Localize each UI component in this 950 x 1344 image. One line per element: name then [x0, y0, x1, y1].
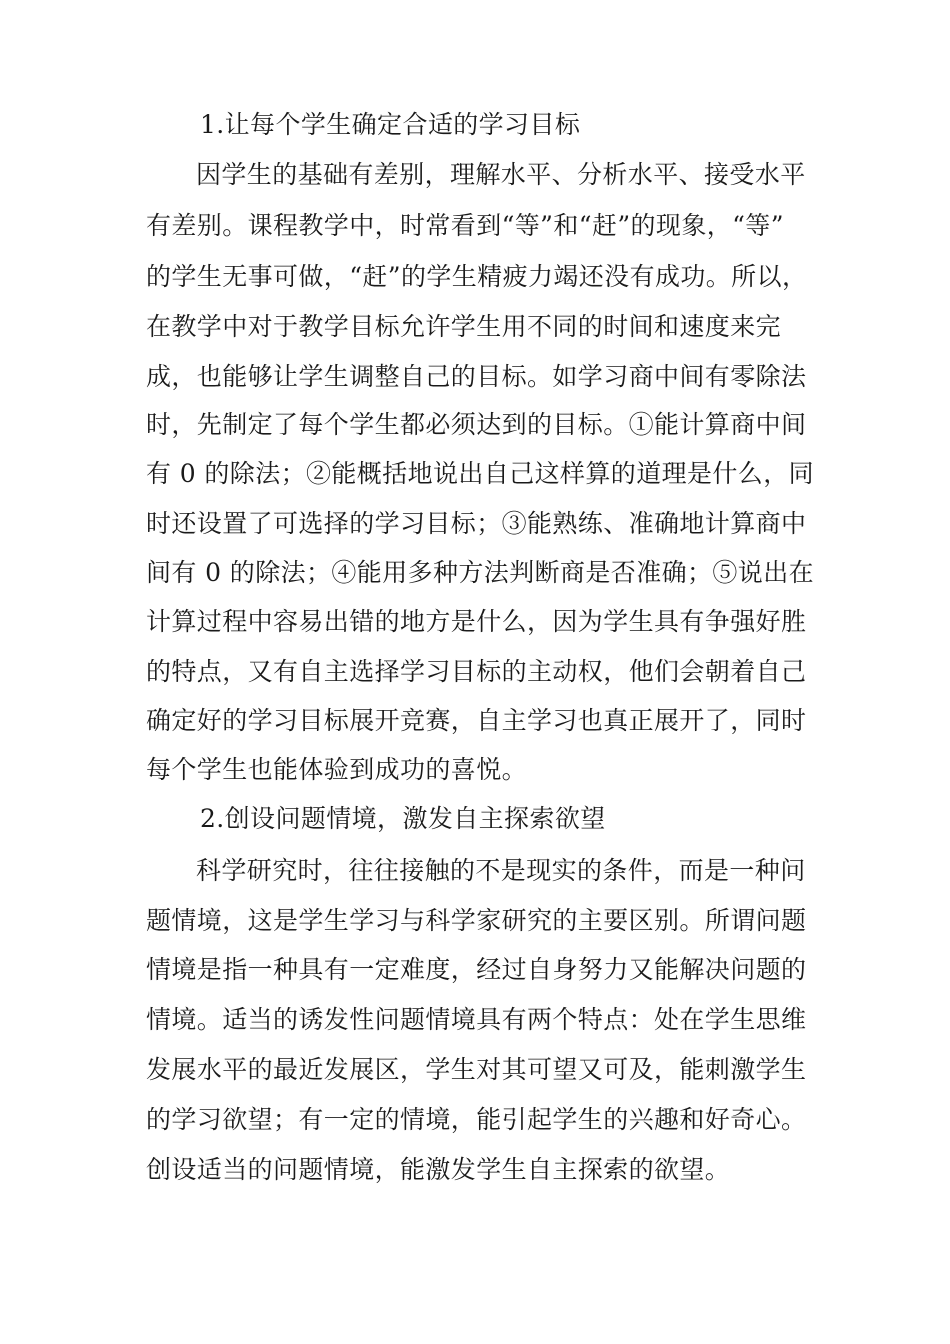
paragraph-line: 题情境，这是学生学习与科学家研究的主要区别。所谓问题 [146, 906, 807, 935]
paragraph-line: 创设适当的问题情境，能激发学生自主探索的欲望。 [146, 1155, 731, 1184]
paragraph-line: 科学研究时，往往接触的不是现实的条件，而是一种问 [196, 856, 806, 885]
paragraph-line: 的学生无事可做，“赶”的学生精疲力竭还没有成功。所以， [146, 262, 808, 291]
paragraph-line: 发展水平的最近发展区，学生对其可望又可及，能刺激学生 [146, 1055, 807, 1084]
paragraph-line: 间有 0 的除法；④能用多种方法判断商是否准确；⑤说出在 [146, 558, 815, 587]
paragraph-line: 在教学中对于教学目标允许学生用不同的时间和速度来完 [146, 312, 782, 341]
paragraph-line: 的学习欲望；有一定的情境，能引起学生的兴趣和好奇心。 [146, 1105, 807, 1134]
paragraph-line: 有差别。课程教学中，时常看到“等”和“赶”的现象，“等” [146, 211, 784, 240]
paragraph-line: 情境。适当的诱发性问题情境具有两个特点：处在学生思维 [146, 1005, 807, 1034]
paragraph-line: 成，也能够让学生调整自己的目标。如学习商中间有零除法 [146, 362, 807, 391]
section-1-heading: 1.让每个学生确定合适的学习目标 [200, 110, 581, 139]
paragraph-line: 每个学生也能体验到成功的喜悦。 [146, 755, 528, 784]
paragraph-line: 时还设置了可选择的学习目标；③能熟练、准确地计算商中 [146, 509, 807, 538]
section-2-heading: 2.创设问题情境，激发自主探索欲望 [200, 804, 606, 833]
paragraph-line: 有 0 的除法；②能概括地说出自己这样算的道理是什么，同 [146, 459, 815, 488]
paragraph-line: 的特点，又有自主选择学习目标的主动权，他们会朝着自己 [146, 657, 807, 686]
paragraph-line: 时，先制定了每个学生都必须达到的目标。①能计算商中间 [146, 410, 807, 439]
paragraph-line: 情境是指一种具有一定难度，经过自身努力又能解决问题的 [146, 955, 807, 984]
paragraph-line: 因学生的基础有差别，理解水平、分析水平、接受水平 [196, 160, 806, 189]
paragraph-line: 计算过程中容易出错的地方是什么，因为学生具有争强好胜 [146, 607, 807, 636]
paragraph-line: 确定好的学习目标展开竞赛，自主学习也真正展开了，同时 [146, 706, 807, 735]
